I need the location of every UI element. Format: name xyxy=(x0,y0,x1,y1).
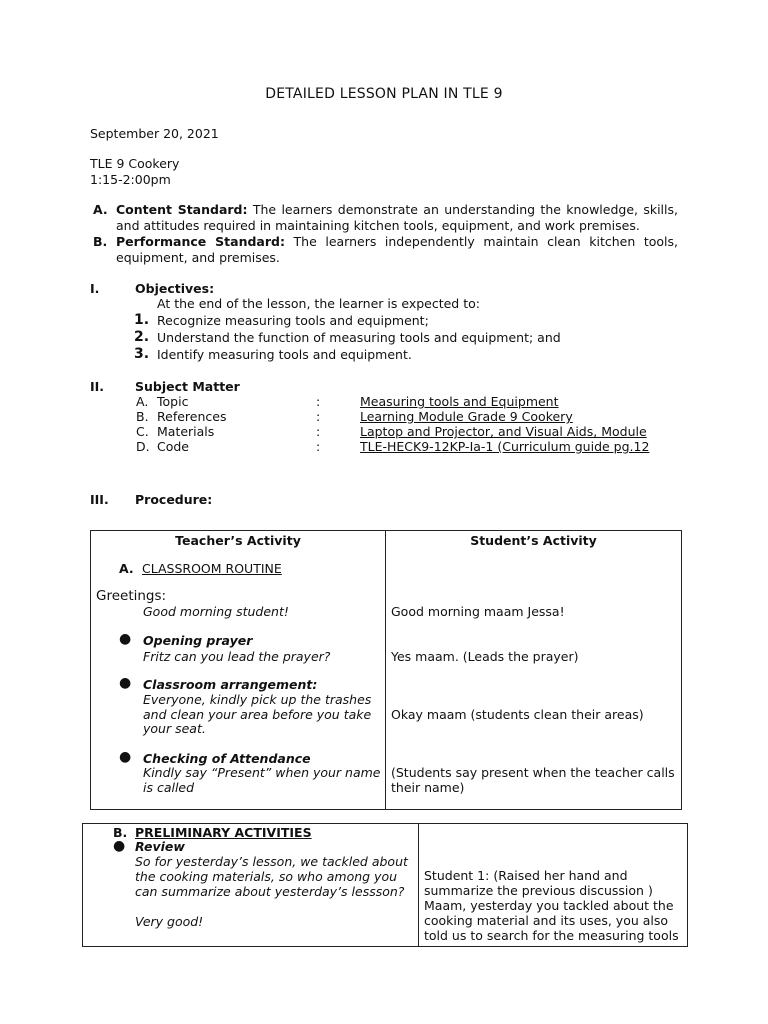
lesson-time: 1:15-2:00pm xyxy=(90,172,171,187)
bullet-icon: ● xyxy=(119,631,132,647)
procedure-heading: Procedure: xyxy=(135,492,213,507)
lesson-date: September 20, 2021 xyxy=(90,126,219,141)
subject-matter-label: Materials xyxy=(157,424,215,439)
attendance-student: (Students say present when the teacher calls xyxy=(391,765,675,780)
opening-prayer-label: Opening prayer xyxy=(143,633,253,648)
lesson-subject: TLE 9 Cookery xyxy=(90,156,180,171)
subject-matter-letter: C. xyxy=(136,424,149,439)
attendance-teacher: is called xyxy=(143,780,195,795)
classroom-arrangement-teacher: your seat. xyxy=(143,721,206,736)
subject-matter-colon: : xyxy=(316,394,321,409)
objective-number: 3. xyxy=(134,346,150,362)
greetings-teacher: Good morning student! xyxy=(143,604,289,619)
objective-number: 1. xyxy=(134,312,150,328)
classroom-arrangement-label: Classroom arrangement: xyxy=(143,677,318,692)
subject-matter-heading: Subject Matter xyxy=(135,379,240,394)
objectives-heading: Objectives: xyxy=(135,281,215,296)
subject-matter-colon: : xyxy=(316,439,321,454)
column-divider xyxy=(418,824,419,946)
review-teacher: So for yesterday’s lesson, we tackled about xyxy=(135,854,408,869)
objectives-numeral: I. xyxy=(90,281,100,296)
review-teacher: can summarize about yesterday’s lessson? xyxy=(135,884,405,899)
greetings-colon: : xyxy=(161,588,167,604)
greetings-label-text: Greetings xyxy=(96,588,162,604)
review-student: Student 1: (Raised her hand and xyxy=(424,868,628,883)
attendance-label: Checking of Attendance xyxy=(143,751,311,766)
preliminary-activities-heading: PRELIMINARY ACTIVITIES xyxy=(135,825,312,840)
objectives-intro: At the end of the lesson, the learner is expected to: xyxy=(157,296,480,311)
subject-matter-label: Code xyxy=(157,439,190,454)
objective-number: 2. xyxy=(134,329,150,345)
classroom-arrangement-teacher: and clean your area before you take xyxy=(143,707,372,722)
student-activity-header: Student’s Activity xyxy=(470,533,597,548)
column-divider xyxy=(385,531,386,809)
review-teacher: the cooking materials, so who among you xyxy=(135,869,398,884)
classroom-arrangement-student: Okay maam (students clean their areas) xyxy=(391,707,644,722)
review-student: Maam, yesterday you tackled about the xyxy=(424,898,674,913)
content-standard-letter: A. xyxy=(93,202,108,217)
performance-standard-letter: B. xyxy=(93,234,108,249)
subject-matter-letter: A. xyxy=(136,394,149,409)
review-student: summarize the previous discussion ) xyxy=(424,883,653,898)
attendance-teacher: Kindly say “Present” when your name xyxy=(143,765,381,780)
content-standard xyxy=(93,202,678,234)
subject-matter-label: References xyxy=(157,409,227,424)
objective-item: Understand the function of measuring tools and equipment; and xyxy=(157,330,561,345)
classroom-arrangement-teacher: Everyone, kindly pick up the trashes xyxy=(143,692,372,707)
activity-table-preliminary xyxy=(82,823,688,947)
objective-item: Identify measuring tools and equipment. xyxy=(157,347,412,362)
procedure-numeral: III. xyxy=(90,492,109,507)
subject-matter-letter: B. xyxy=(136,409,149,424)
preliminary-letter: B. xyxy=(113,825,128,840)
subject-matter-topic: Measuring tools and Equipment xyxy=(360,394,559,409)
subject-matter-letter: D. xyxy=(136,439,150,454)
objective-item: Recognize measuring tools and equipment; xyxy=(157,313,429,328)
subject-matter-label: Topic xyxy=(157,394,189,409)
performance-standard-label: Performance Standard: xyxy=(116,234,285,249)
subject-matter-numeral: II. xyxy=(90,379,105,394)
opening-prayer-teacher: Fritz can you lead the prayer? xyxy=(143,649,331,664)
review-student: told us to search for the measuring tools xyxy=(424,928,679,943)
review-teacher-response: Very good! xyxy=(135,914,204,929)
review-label: Review xyxy=(135,839,185,854)
attendance-student: their name) xyxy=(391,780,465,795)
document-title: DETAILED LESSON PLAN IN TLE 9 xyxy=(265,86,503,102)
routine-letter: A. xyxy=(119,561,134,576)
performance-standard xyxy=(93,234,678,266)
bullet-icon: ● xyxy=(113,838,126,854)
subject-matter-references: Learning Module Grade 9 Cookery xyxy=(360,409,573,424)
opening-prayer-student: Yes maam. (Leads the prayer) xyxy=(391,649,579,664)
content-standard-label: Content Standard: xyxy=(116,202,248,217)
review-student: cooking material and its uses, you also xyxy=(424,913,669,928)
greetings-label xyxy=(96,589,166,604)
performance-standard-text: The learners independently maintain clean kitchen tools, equipment, and premises. xyxy=(116,234,678,265)
content-standard-text: The learners demonstrate an understanding the knowledge, skills, and attitudes required in maintaining kitchen tools, equipment, and work premises. xyxy=(116,202,678,233)
subject-matter-colon: : xyxy=(316,424,321,439)
subject-matter-code: TLE-HECK9-12KP-Ia-1 (Curriculum guide pg.12 xyxy=(360,439,650,454)
greetings-student: Good morning maam Jessa! xyxy=(391,604,565,619)
teacher-activity-header: Teacher’s Activity xyxy=(175,533,301,548)
bullet-icon: ● xyxy=(119,675,132,691)
subject-matter-colon: : xyxy=(316,409,321,424)
activity-table-routine xyxy=(90,530,682,810)
bullet-icon: ● xyxy=(119,749,132,765)
subject-matter-materials: Laptop and Projector, and Visual Aids, Module xyxy=(360,424,647,439)
classroom-routine-heading: CLASSROOM ROUTINE xyxy=(142,561,282,576)
